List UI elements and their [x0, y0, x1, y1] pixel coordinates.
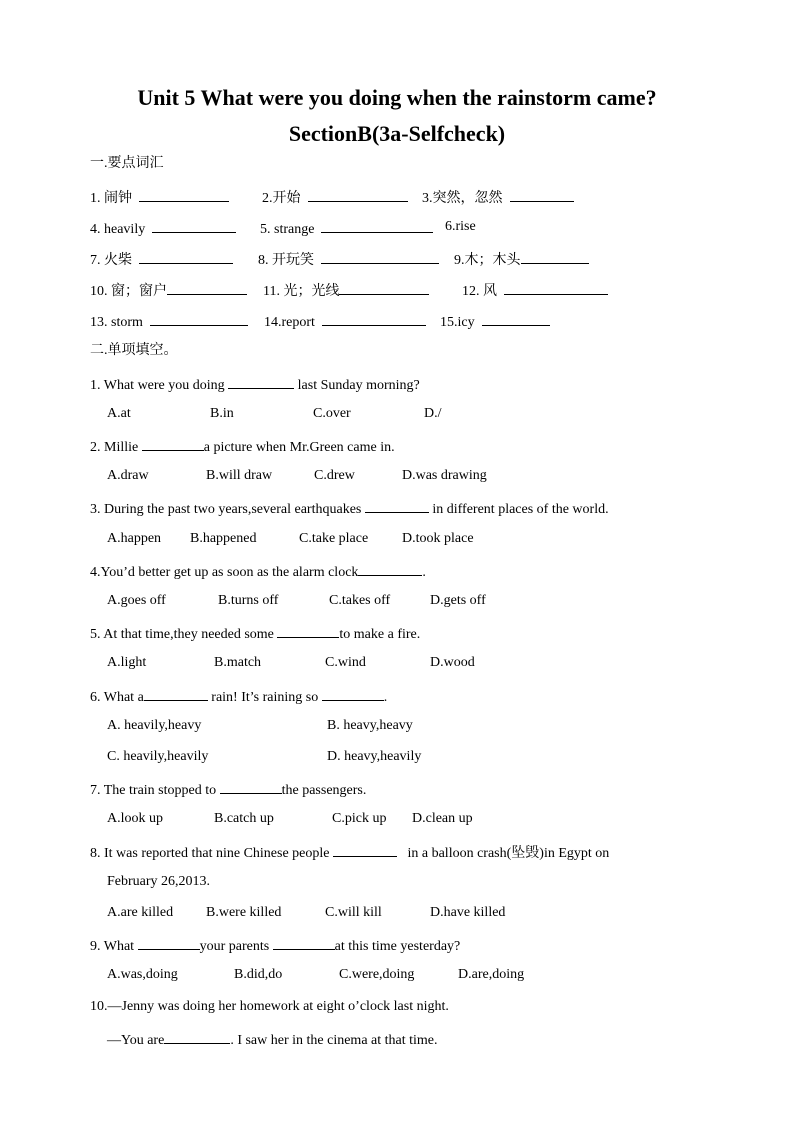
answer-option[interactable]: D.are,doing: [458, 967, 525, 982]
vocab-item: 14.report: [264, 311, 426, 332]
answer-option[interactable]: A.look up: [107, 811, 163, 826]
vocab-item: 1. 闹钟: [90, 187, 229, 208]
answer-option[interactable]: B.turns off: [218, 593, 279, 608]
answer-option[interactable]: B.were killed: [206, 905, 282, 920]
vocab-item: 10. 窗；窗户: [90, 280, 247, 301]
question-stem: 9. What your parents at this time yesterday?: [90, 935, 460, 956]
answer-option[interactable]: C.were,doing: [339, 967, 415, 982]
answer-option[interactable]: D.gets off: [430, 593, 486, 608]
question-stem: 1. What were you doing last Sunday morning?: [90, 374, 420, 395]
answer-option[interactable]: D.clean up: [412, 811, 473, 826]
answer-option[interactable]: A.goes off: [107, 593, 166, 608]
vocab-item: 3.突然，忽然: [422, 187, 574, 208]
section2-heading: 二.单项填空。: [90, 343, 178, 358]
vocab-item: 15.icy: [440, 311, 550, 332]
answer-option[interactable]: A.happen: [107, 531, 162, 546]
title-line-1: Unit 5 What were you doing when the rainstorm came?: [137, 85, 657, 110]
answer-option[interactable]: D.was drawing: [402, 468, 487, 483]
title-line-2: SectionB(3a-Selfcheck): [288, 121, 506, 146]
question-stem: 4.You’d better get up as soon as the alarm clock .: [90, 561, 426, 582]
answer-option[interactable]: D.wood: [430, 655, 475, 670]
question-stem-continuation: —You are . I saw her in the cinema at that time.: [107, 1029, 438, 1050]
answer-option[interactable]: C.over: [313, 406, 351, 421]
answer-option[interactable]: C. heavily,heavily: [107, 749, 209, 764]
answer-option[interactable]: A.draw: [107, 468, 149, 483]
section1-heading: 一.要点词汇: [90, 156, 164, 171]
answer-option[interactable]: A.light: [107, 655, 147, 670]
vocab-item: 2.开始: [262, 187, 408, 208]
answer-option[interactable]: C.take place: [299, 531, 369, 546]
question-stem: 3. During the past two years,several earthquakes in different places of the world.: [90, 498, 609, 519]
vocab-item: 11. 光；光线: [263, 280, 429, 301]
answer-option[interactable]: C.drew: [314, 468, 355, 483]
vocab-item: 12. 风: [462, 280, 608, 301]
answer-option[interactable]: D.took place: [402, 531, 474, 546]
question-stem: 5. At that time,they needed some to make a fire.: [90, 623, 420, 644]
question-stem: 2. Millie a picture when Mr.Green came in.: [90, 436, 395, 457]
vocab-item: 8. 开玩笑: [258, 249, 439, 270]
vocab-item: 6.rise: [445, 219, 476, 234]
answer-option[interactable]: B.catch up: [214, 811, 274, 826]
answer-option[interactable]: B.happened: [190, 531, 257, 546]
answer-option[interactable]: D.have killed: [430, 905, 506, 920]
answer-option[interactable]: D./: [424, 406, 442, 421]
vocab-item: 9.木；木头: [454, 249, 589, 270]
question-stem: 6. What a rain! It’s raining so .: [90, 686, 387, 707]
answer-option[interactable]: C.wind: [325, 655, 366, 670]
answer-option[interactable]: C.will kill: [325, 905, 382, 920]
question-stem-continuation: February 26,2013.: [107, 874, 211, 889]
answer-option[interactable]: C.pick up: [332, 811, 387, 826]
answer-option[interactable]: D. heavy,heavily: [327, 749, 422, 764]
vocab-item: 5. strange: [260, 218, 433, 239]
answer-option[interactable]: A.was,doing: [107, 967, 178, 982]
answer-option[interactable]: A.are killed: [107, 905, 174, 920]
vocab-item: 4. heavily: [90, 218, 236, 239]
answer-option[interactable]: A. heavily,heavy: [107, 718, 202, 733]
answer-option[interactable]: B. heavy,heavy: [327, 718, 413, 733]
answer-option[interactable]: B.will draw: [206, 468, 273, 483]
question-stem: 8. It was reported that nine Chinese people in a balloon crash(坠毁)in Egypt on: [90, 842, 609, 863]
question-stem: 7. The train stopped to the passengers.: [90, 779, 366, 800]
vocab-item: 7. 火柴: [90, 249, 233, 270]
question-stem: 10.—Jenny was doing her homework at eight o’clock last night.: [90, 999, 449, 1014]
answer-option[interactable]: A.at: [107, 406, 131, 421]
answer-option[interactable]: B.did,do: [234, 967, 283, 982]
answer-option[interactable]: C.takes off: [329, 593, 391, 608]
answer-option[interactable]: B.match: [214, 655, 262, 670]
answer-option[interactable]: B.in: [210, 406, 234, 421]
vocab-item: 13. storm: [90, 311, 248, 332]
